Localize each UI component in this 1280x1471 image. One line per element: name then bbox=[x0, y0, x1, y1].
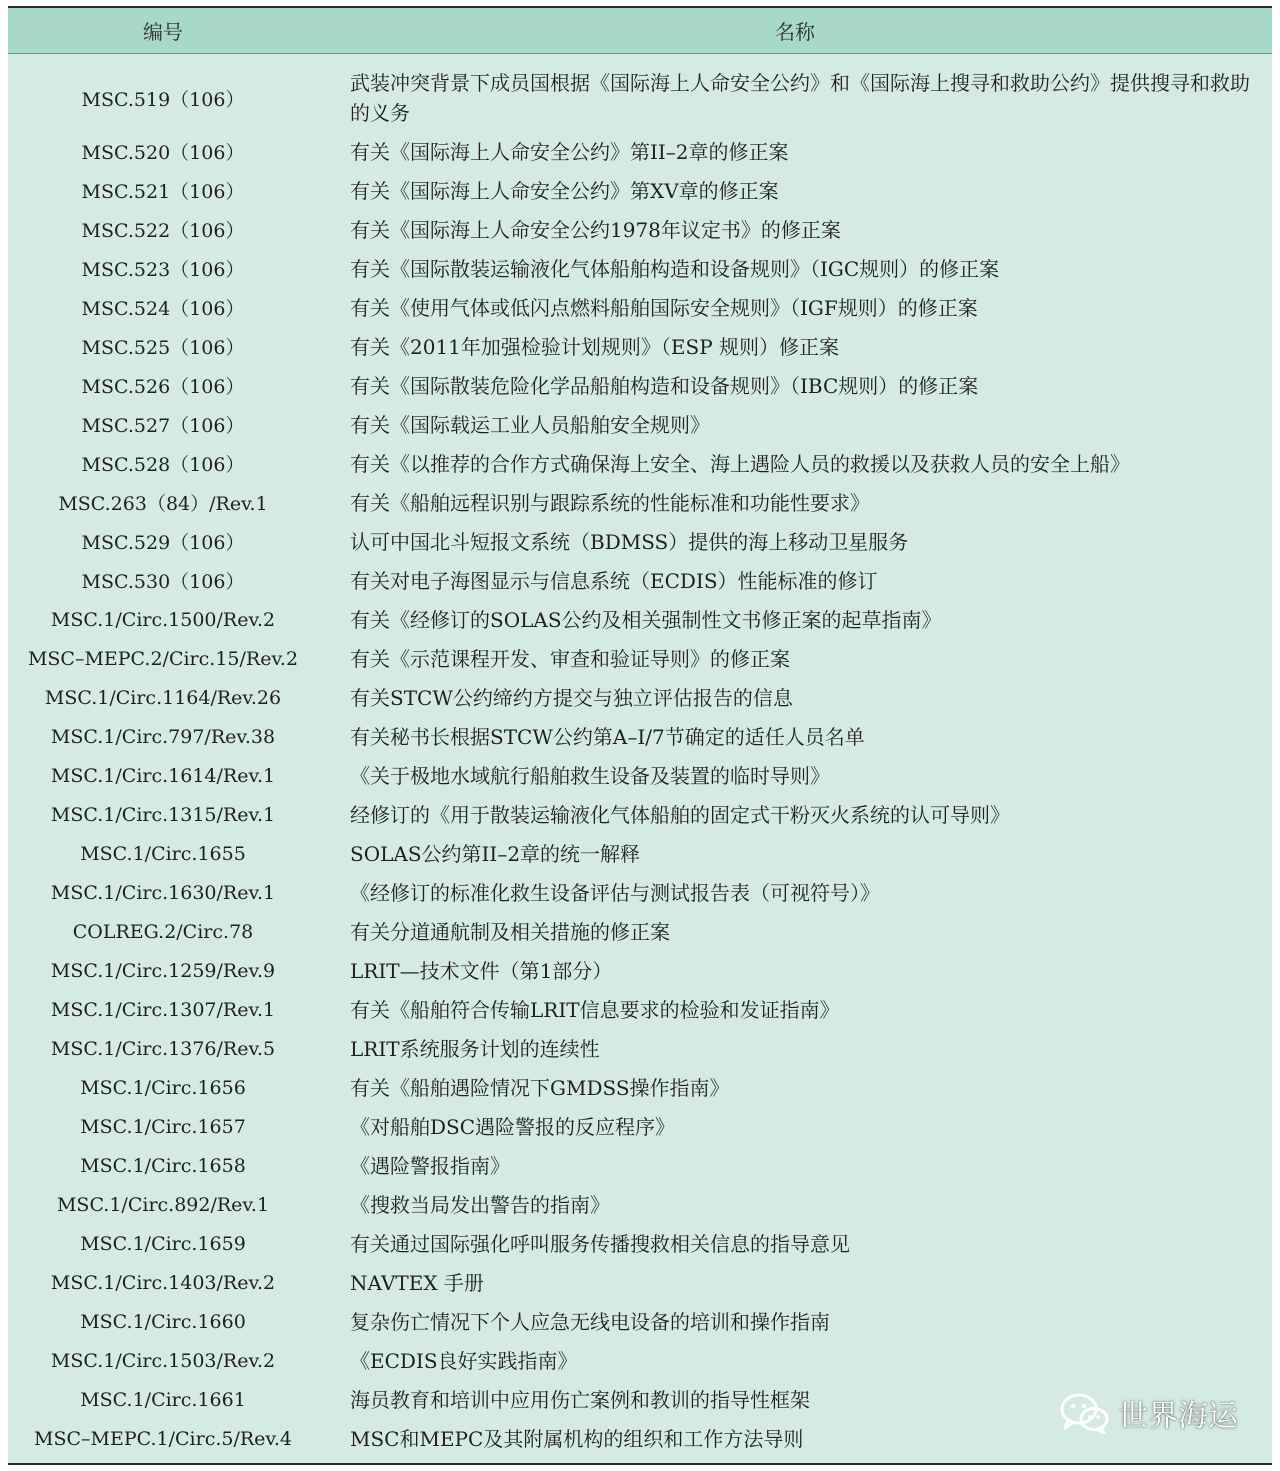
cell-number: MSC.1/Circ.1503/Rev.2 bbox=[50, 1349, 276, 1372]
cell-name: 《搜救当局发出警告的指南》 bbox=[350, 1192, 610, 1217]
table-row bbox=[8, 444, 1272, 483]
cell-number: MSC.1/Circ.1614/Rev.1 bbox=[50, 764, 276, 787]
cell-number: MSC.524（106） bbox=[81, 298, 245, 320]
cell-name: 武装冲突背景下成员国根据《国际海上人命安全公约》和《国际海上搜寻和救助公约》提供搜寻和救助的义务 bbox=[350, 71, 1250, 125]
table-row bbox=[8, 171, 1272, 210]
cell-number: MSC.1/Circ.1657 bbox=[80, 1115, 246, 1138]
table-row bbox=[8, 1146, 1272, 1185]
table-row bbox=[8, 678, 1272, 717]
cell-name: 有关《国际载运工业人员船舶安全规则》 bbox=[350, 412, 710, 437]
cell-number: COLREG.2/Circ.78 bbox=[72, 920, 254, 943]
cell-number: MSC.1/Circ.1659 bbox=[80, 1232, 246, 1255]
watermark bbox=[1060, 1391, 1238, 1435]
cell-name: 《关于极地水域航行船舶救生设备及装置的临时导则》 bbox=[350, 763, 830, 788]
watermark-text: 世界海运 bbox=[1118, 1399, 1238, 1434]
cell-name: NAVTEX 手册 bbox=[350, 1270, 484, 1295]
table-row bbox=[8, 834, 1272, 873]
table-row bbox=[8, 249, 1272, 288]
cell-name: 有关分道通航制及相关措施的修正案 bbox=[350, 919, 670, 944]
cell-number: MSC.1/Circ.1259/Rev.9 bbox=[50, 959, 276, 982]
table-row bbox=[8, 210, 1272, 249]
cell-number: MSC.1/Circ.1661 bbox=[80, 1388, 246, 1411]
cell-number: MSC.1/Circ.1656 bbox=[80, 1076, 246, 1099]
cell-number: MSC.525（106） bbox=[81, 337, 245, 359]
cell-name: 《经修订的标准化救生设备评估与测试报告表（可视符号）》 bbox=[350, 880, 880, 905]
cell-number: MSC.523（106） bbox=[81, 259, 245, 281]
table-row bbox=[8, 1341, 1272, 1380]
cell-number: MSC.1/Circ.1655 bbox=[80, 842, 246, 865]
cell-number: MSC.521（106） bbox=[81, 181, 245, 203]
table-row bbox=[8, 639, 1272, 678]
cell-name: 有关《国际海上人命安全公约》第XV章的修正案 bbox=[350, 178, 779, 203]
table-row bbox=[8, 600, 1272, 639]
cell-name: 有关STCW公约缔约方提交与独立评估报告的信息 bbox=[350, 685, 793, 710]
table-row bbox=[8, 405, 1272, 444]
cell-name: MSC和MEPC及其附属机构的组织和工作方法导则 bbox=[350, 1426, 804, 1451]
cell-name: 有关《国际散装运输液化气体船舶构造和设备规则》（IGC规则）的修正案 bbox=[350, 256, 1000, 281]
cell-name: 经修订的《用于散装运输液化气体船舶的固定式干粉灭火系统的认可导则》 bbox=[350, 802, 1010, 827]
table-row bbox=[8, 1068, 1272, 1107]
table-row bbox=[8, 1029, 1272, 1068]
cell-name: 有关《国际海上人命安全公约》第II–2章的修正案 bbox=[350, 139, 789, 164]
table-row bbox=[8, 756, 1272, 795]
cell-name: SOLAS公约第II–2章的统一解释 bbox=[350, 841, 641, 866]
cell-name: 有关《船舶远程识别与跟踪系统的性能标准和功能性要求》 bbox=[350, 490, 870, 515]
cell-number: MSC.1/Circ.892/Rev.1 bbox=[56, 1193, 270, 1216]
cell-name: 有关《船舶符合传输LRIT信息要求的检验和发证指南》 bbox=[350, 997, 840, 1022]
wechat-icon bbox=[1060, 1392, 1110, 1434]
table-row bbox=[8, 64, 1272, 132]
cell-number: MSC.1/Circ.1660 bbox=[80, 1310, 246, 1333]
cell-name: 有关通过国际强化呼叫服务传播搜救相关信息的指导意见 bbox=[350, 1231, 850, 1256]
cell-number: MSC.1/Circ.1315/Rev.1 bbox=[50, 803, 276, 826]
cell-number: MSC.1/Circ.1403/Rev.2 bbox=[50, 1271, 276, 1294]
cell-number: MSC.1/Circ.797/Rev.38 bbox=[50, 725, 276, 748]
cell-name: 《遇险警报指南》 bbox=[350, 1153, 510, 1178]
cell-name: 有关《国际海上人命安全公约1978年议定书》的修正案 bbox=[350, 217, 841, 242]
cell-number: MSC–MEPC.1/Circ.5/Rev.4 bbox=[33, 1427, 293, 1450]
table-row bbox=[8, 327, 1272, 366]
cell-name: LRIT—技术文件（第1部分） bbox=[350, 958, 613, 983]
table-row bbox=[8, 990, 1272, 1029]
cell-number: MSC.1/Circ.1500/Rev.2 bbox=[50, 608, 276, 631]
cell-number: MSC.519（106） bbox=[81, 88, 245, 111]
table-row bbox=[8, 873, 1272, 912]
cell-number: MSC.1/Circ.1658 bbox=[80, 1154, 246, 1177]
table-row bbox=[8, 483, 1272, 522]
cell-name: 《ECDIS良好实践指南》 bbox=[350, 1348, 578, 1373]
table-row bbox=[8, 951, 1272, 990]
cell-number: MSC–MEPC.2/Circ.15/Rev.2 bbox=[27, 647, 299, 670]
cell-name: 《对船舶DSC遇险警报的反应程序》 bbox=[350, 1114, 676, 1139]
cell-name: 有关《经修订的SOLAS公约及相关强制性文书修正案的起草指南》 bbox=[350, 607, 942, 632]
cell-number: MSC.263（84）/Rev.1 bbox=[58, 493, 268, 515]
cell-number: MSC.1/Circ.1376/Rev.5 bbox=[50, 1037, 276, 1060]
table-row bbox=[8, 717, 1272, 756]
cell-name: 有关《使用气体或低闪点燃料船舶国际安全规则》（IGF规则）的修正案 bbox=[350, 295, 978, 320]
cell-name: 有关秘书长根据STCW公约第A–I/7节确定的适任人员名单 bbox=[350, 724, 865, 749]
table-row bbox=[8, 522, 1272, 561]
table-row bbox=[8, 561, 1272, 600]
table-row bbox=[8, 288, 1272, 327]
cell-number: MSC.522（106） bbox=[81, 220, 245, 242]
cell-number: MSC.1/Circ.1164/Rev.26 bbox=[44, 686, 282, 709]
cell-name: 有关《2011年加强检验计划规则》（ESP 规则）修正案 bbox=[350, 334, 840, 359]
cell-name: 海员教育和培训中应用伤亡案例和教训的指导性框架 bbox=[350, 1387, 810, 1412]
cell-name: 复杂伤亡情况下个人应急无线电设备的培训和操作指南 bbox=[350, 1309, 830, 1334]
cell-name: 有关《以推荐的合作方式确保海上安全、海上遇险人员的救援以及获救人员的安全上船》 bbox=[350, 451, 1130, 476]
table-row bbox=[8, 1185, 1272, 1224]
resolutions-table bbox=[8, 6, 1272, 1465]
table-row bbox=[8, 132, 1272, 171]
header-number: 编号 bbox=[143, 20, 183, 44]
table-body bbox=[8, 54, 1272, 1458]
cell-name: 有关《示范课程开发、审查和验证导则》的修正案 bbox=[350, 646, 790, 671]
cell-number: MSC.528（106） bbox=[81, 454, 245, 476]
table-row bbox=[8, 1302, 1272, 1341]
table-row bbox=[8, 795, 1272, 834]
table-row bbox=[8, 912, 1272, 951]
table-row bbox=[8, 1224, 1272, 1263]
cell-number: MSC.526（106） bbox=[81, 376, 245, 398]
cell-number: MSC.520（106） bbox=[81, 142, 245, 164]
table-row bbox=[8, 1263, 1272, 1302]
cell-number: MSC.527（106） bbox=[81, 415, 245, 437]
cell-name: 有关《国际散装危险化学品船舶构造和设备规则》（IBC规则）的修正案 bbox=[350, 373, 979, 398]
cell-number: MSC.1/Circ.1307/Rev.1 bbox=[50, 998, 276, 1021]
cell-name: 有关对电子海图显示与信息系统（ECDIS）性能标准的修订 bbox=[350, 568, 878, 593]
table-row bbox=[8, 1107, 1272, 1146]
header-name: 名称 bbox=[775, 20, 815, 44]
cell-number: MSC.530（106） bbox=[81, 571, 245, 593]
cell-number: MSC.529（106） bbox=[81, 532, 245, 554]
cell-name: LRIT系统服务计划的连续性 bbox=[350, 1036, 600, 1061]
table-header bbox=[8, 8, 1272, 54]
cell-name: 认可中国北斗短报文系统（BDMSS）提供的海上移动卫星服务 bbox=[350, 529, 909, 554]
cell-number: MSC.1/Circ.1630/Rev.1 bbox=[50, 881, 276, 904]
table-row bbox=[8, 366, 1272, 405]
cell-name: 有关《船舶遇险情况下GMDSS操作指南》 bbox=[350, 1075, 730, 1100]
